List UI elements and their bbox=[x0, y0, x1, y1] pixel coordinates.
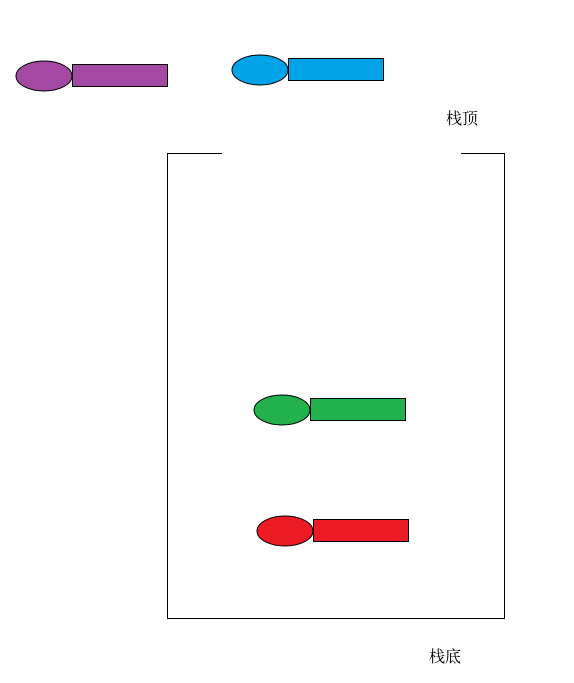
green-element-body bbox=[311, 399, 406, 421]
blue-element-body bbox=[289, 59, 384, 81]
stack-bottom-label: 栈底 bbox=[429, 647, 462, 666]
green-element bbox=[254, 395, 406, 425]
blue-element-head bbox=[232, 55, 288, 85]
stack-container bbox=[168, 154, 505, 619]
purple-element bbox=[16, 61, 168, 91]
purple-element-head bbox=[16, 61, 72, 91]
green-element-head bbox=[254, 395, 310, 425]
stack-left-wall bbox=[168, 154, 505, 619]
red-element-head bbox=[257, 516, 313, 546]
red-element bbox=[257, 516, 409, 546]
blue-element bbox=[232, 55, 384, 85]
purple-element-body bbox=[73, 65, 168, 87]
stack-top-label: 栈顶 bbox=[446, 109, 479, 128]
red-element-body bbox=[314, 520, 409, 542]
